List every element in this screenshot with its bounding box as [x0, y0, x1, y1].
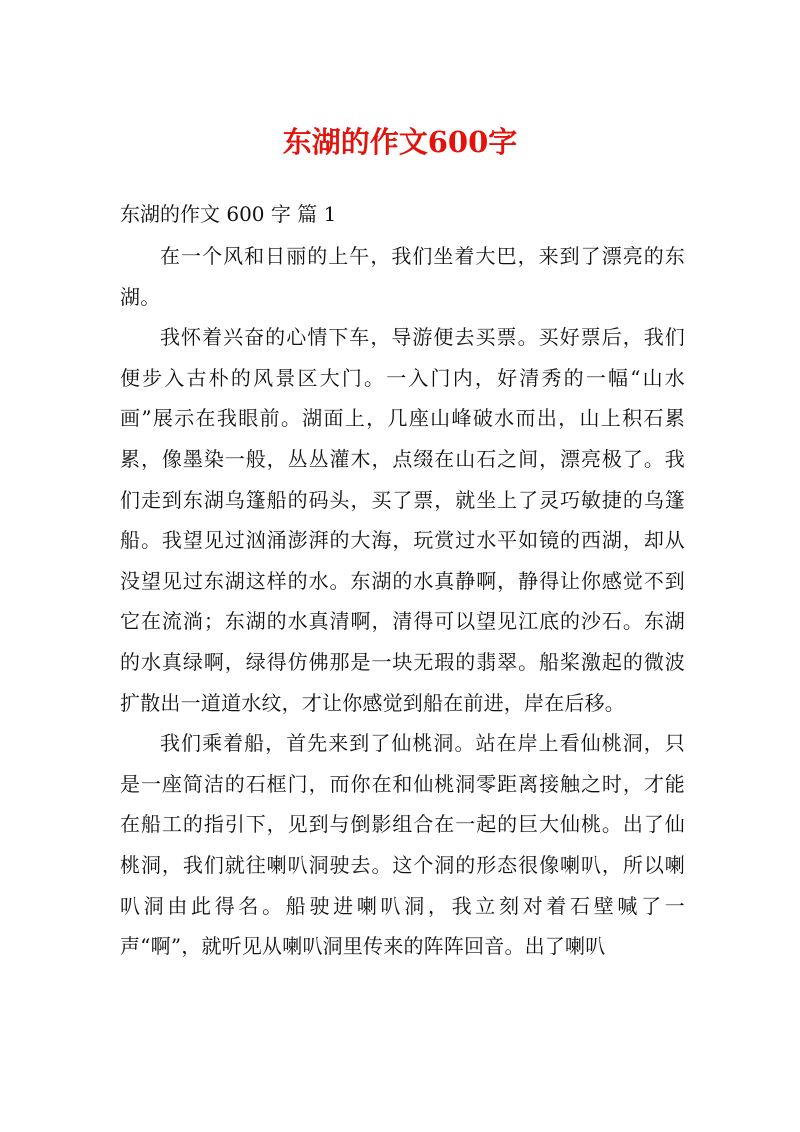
essay-subtitle: 东湖的作文 600 字 篇 1 — [120, 202, 337, 226]
document-title: 东湖的作文600字 — [282, 125, 518, 159]
paragraph: 我们乘着船，首先来到了仙桃洞。站在岸上看仙桃洞，只是一座简洁的石框门，而你在和仙桃洞零距离接触之时，才能在船工的指引下，见到与倒影组合在一起的巨大仙桃。出了仙桃洞，我们就往喇叭洞驶去。这个洞的形态很像喇叭，所以喇叭洞由此得名。船驶进喇叭洞，我立刻对着石壁喊了一声“啊”，就听见从喇叭洞里传来的阵阵回音。出了喇叭 — [120, 731, 685, 959]
paragraph: 在一个风和日丽的上午，我们坐着大巴，来到了漂亮的东湖。 — [120, 244, 685, 309]
paragraph: 我怀着兴奋的心情下车，导游便去买票。买好票后，我们便步入古朴的风景区大门。一入门内，好清秀的一幅“山水画”展示在我眼前。湖面上，几座山峰破水而出，山上积石累累，像墨染一般，丛丛灌木，点缀在山石之间，漂亮极了。我们走到东湖乌篷船的码头，买了票，就坐上了灵巧敏捷的乌篷船。我望见过汹涌澎湃的大海，玩赏过水平如镜的西湖，却从没望见过东湖这样的水。东湖的水真静啊，静得让你感觉不到它在流淌；东湖的水真清啊，清得可以望见江底的沙石。东湖的水真绿啊，绿得仿佛那是一块无瑕的翡翠。船桨激起的微波扩散出一道道水纹，才让你感觉到船在前进，岸在后移。 — [120, 325, 685, 715]
essay-body — [120, 236, 685, 967]
